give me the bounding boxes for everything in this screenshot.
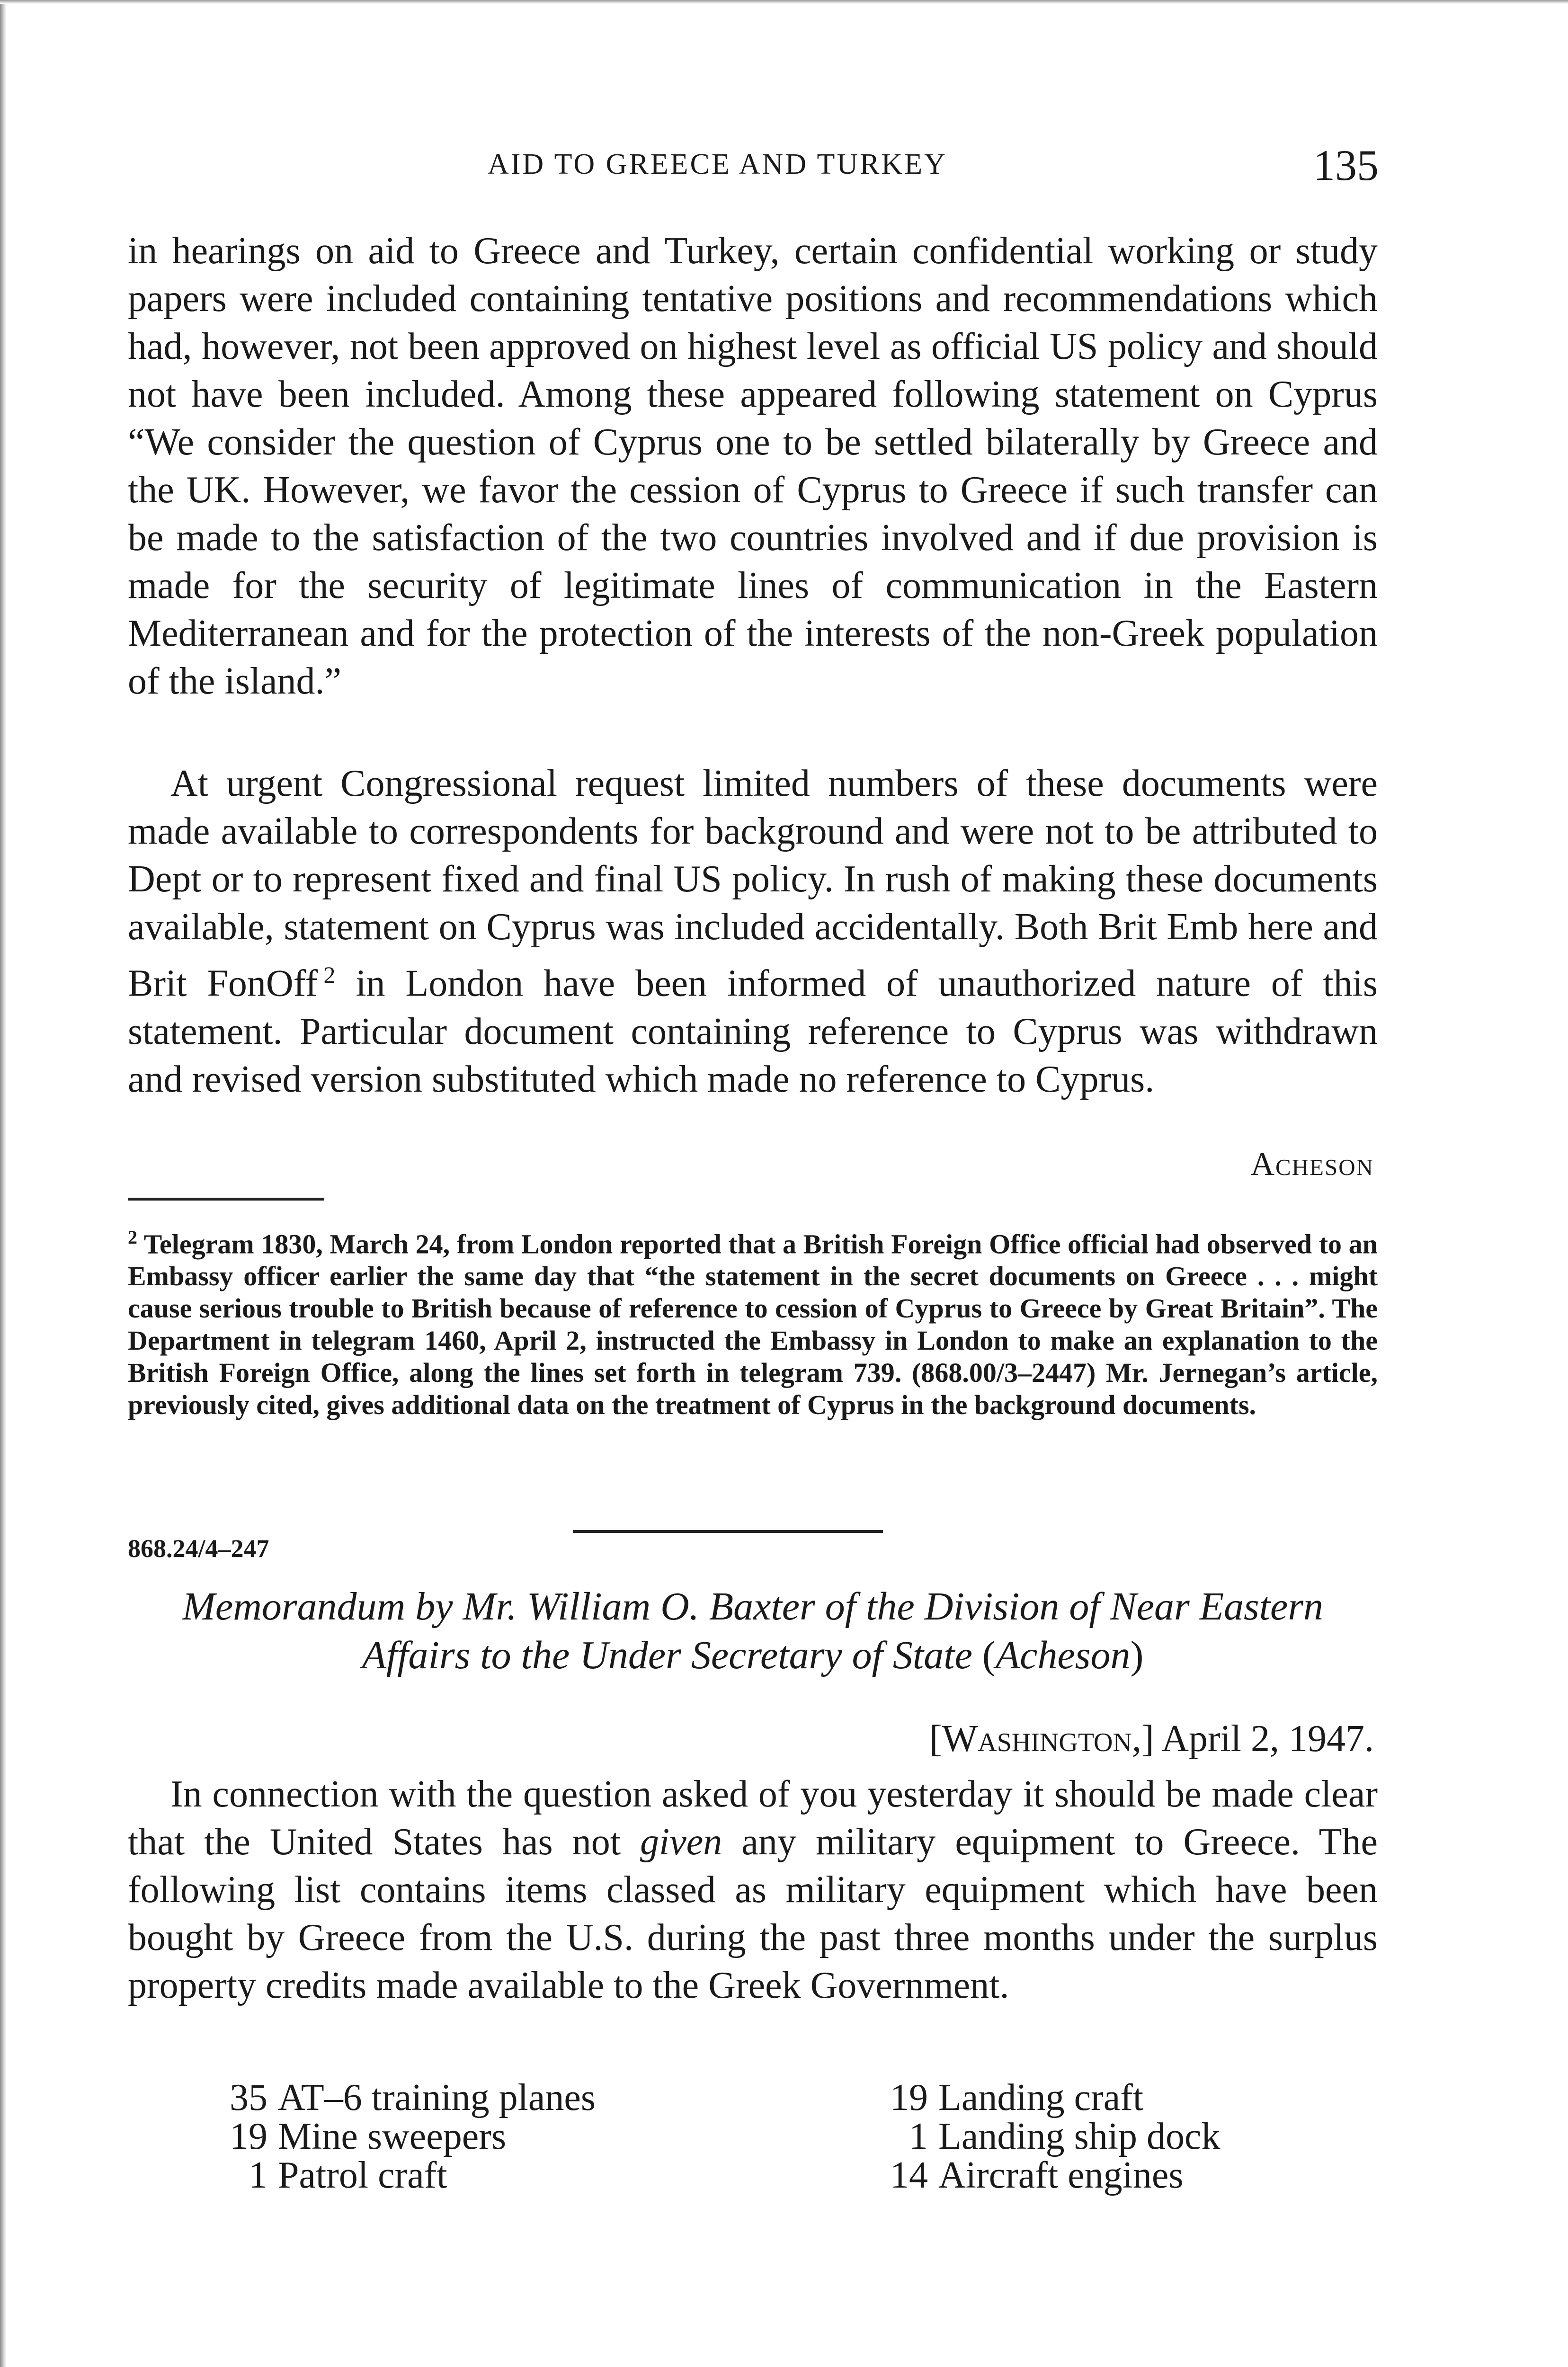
memorandum-body (128, 1771, 1378, 2010)
list-item (869, 2117, 1220, 2156)
memorandum-body-emphasis: given (640, 1821, 722, 1863)
memorandum-title-text: Memorandum by Mr. William O. Baxter of the Division of Near Eastern Affairs to the Under Secretary of State (182, 1584, 1324, 1677)
memorandum-title (128, 1582, 1378, 1680)
item-name: Mine sweepers (278, 2116, 507, 2157)
telegram-paragraph-2-start: At urgent Congressional request limited numbers of these documents were made available to correspondents for background and were not to be attributed to Dept or to represent fixed and final US policy. In rush of making these documents available, statement on Cyprus was included accidentally. Both Brit Emb here and Brit FonOff (128, 763, 1378, 1005)
item-name: Landing craft (938, 2077, 1144, 2118)
list-item (869, 2078, 1220, 2117)
list-item (869, 2156, 1220, 2195)
footnote-marker: 2 (128, 1227, 137, 1248)
list-item (208, 2078, 596, 2117)
item-quantity: 1 (909, 2116, 928, 2157)
equipment-list-column-1 (208, 2078, 596, 2195)
footnote-rule (128, 1198, 324, 1201)
list-item (208, 2156, 596, 2195)
section-divider-rule (573, 1530, 883, 1533)
scan-left-edge (0, 0, 7, 2367)
item-name: Aircraft engines (938, 2154, 1184, 2196)
dateline (929, 1717, 1374, 1761)
title-name: Acheson (995, 1633, 1131, 1677)
item-name: Landing ship dock (938, 2116, 1221, 2157)
item-quantity: 19 (230, 2116, 267, 2157)
list-item (208, 2117, 596, 2156)
title-paren-close: ) (1130, 1633, 1144, 1677)
item-quantity: 14 (890, 2154, 928, 2196)
file-number: 868.24/4–247 (128, 1534, 269, 1563)
page-number: 135 (1313, 141, 1379, 189)
telegram-paragraph-2-end: in London have been informed of unauthorized nature of this statement. Particular document containing reference to Cyprus was withdrawn and revised version substituted which made no reference to Cyprus. (128, 962, 1378, 1100)
signature-acheson: Acheson (1250, 1146, 1374, 1183)
telegram-paragraph-1: in hearings on aid to Greece and Turkey, certain confidential working or study papers were included containing tentative positions and recommendations which had, however, not been approved on highest level as official US policy and should not have been included. Among these appeared following statement on Cyprus “We consider the question of Cyprus one to be settled bilaterally by Greece and the UK. However, we favor the cession of Cyprus to Greece if such transfer can be made to the satisfaction of the two countries involved and if due provision is made for the security of legitimate lines of communication in the Eastern Mediterranean and for the protection of the interests of the non-Greek population of the island.” (128, 230, 1378, 702)
footnote (128, 1221, 1378, 1421)
dateline-place: [Washington,] (929, 1718, 1154, 1760)
memorandum-body-end: any military equipment to Greece. The following list contains items classed as military equipment which have been bought by Greece from the U.S. during the past three months under the surplus property credits made available to the Greek Government. (128, 1821, 1378, 2006)
item-quantity: 19 (890, 2077, 928, 2118)
footnote-text: Telegram 1830, March 24, from London reported that a British Foreign Office official had observed to an Embassy officer earlier the same day that “the statement in the secret documents on Greece . . . might cause serious trouble to British because of reference to cession of Cyprus to Greece by Great Britain”. The Department in telegram 1460, April 2, instructed the Embassy in London to make an explanation to the British Foreign Office, along the lines set forth in telegram 739. (868.00/3–2447) Mr. Jernegan’s article, previously cited, gives additional data on the treatment of Cyprus in the background documents. (128, 1228, 1378, 1421)
telegram-paragraph-2 (128, 760, 1378, 1103)
dateline-date: April 2, 1947. (1154, 1718, 1374, 1760)
item-quantity: 1 (249, 2154, 267, 2196)
footnote-reference: 2 (323, 961, 336, 988)
running-head: AID TO GREECE AND TURKEY (488, 148, 947, 180)
item-name: Patrol craft (278, 2154, 447, 2196)
item-quantity: 35 (230, 2077, 267, 2118)
item-name: AT–6 training planes (278, 2077, 596, 2118)
memorandum-body-start: In connection with the question asked of you yesterday it should be made clear that the United States has not (128, 1773, 1378, 1863)
title-paren-open: ( (982, 1633, 996, 1677)
equipment-list-column-2 (869, 2078, 1220, 2195)
scan-top-edge (0, 0, 1568, 4)
